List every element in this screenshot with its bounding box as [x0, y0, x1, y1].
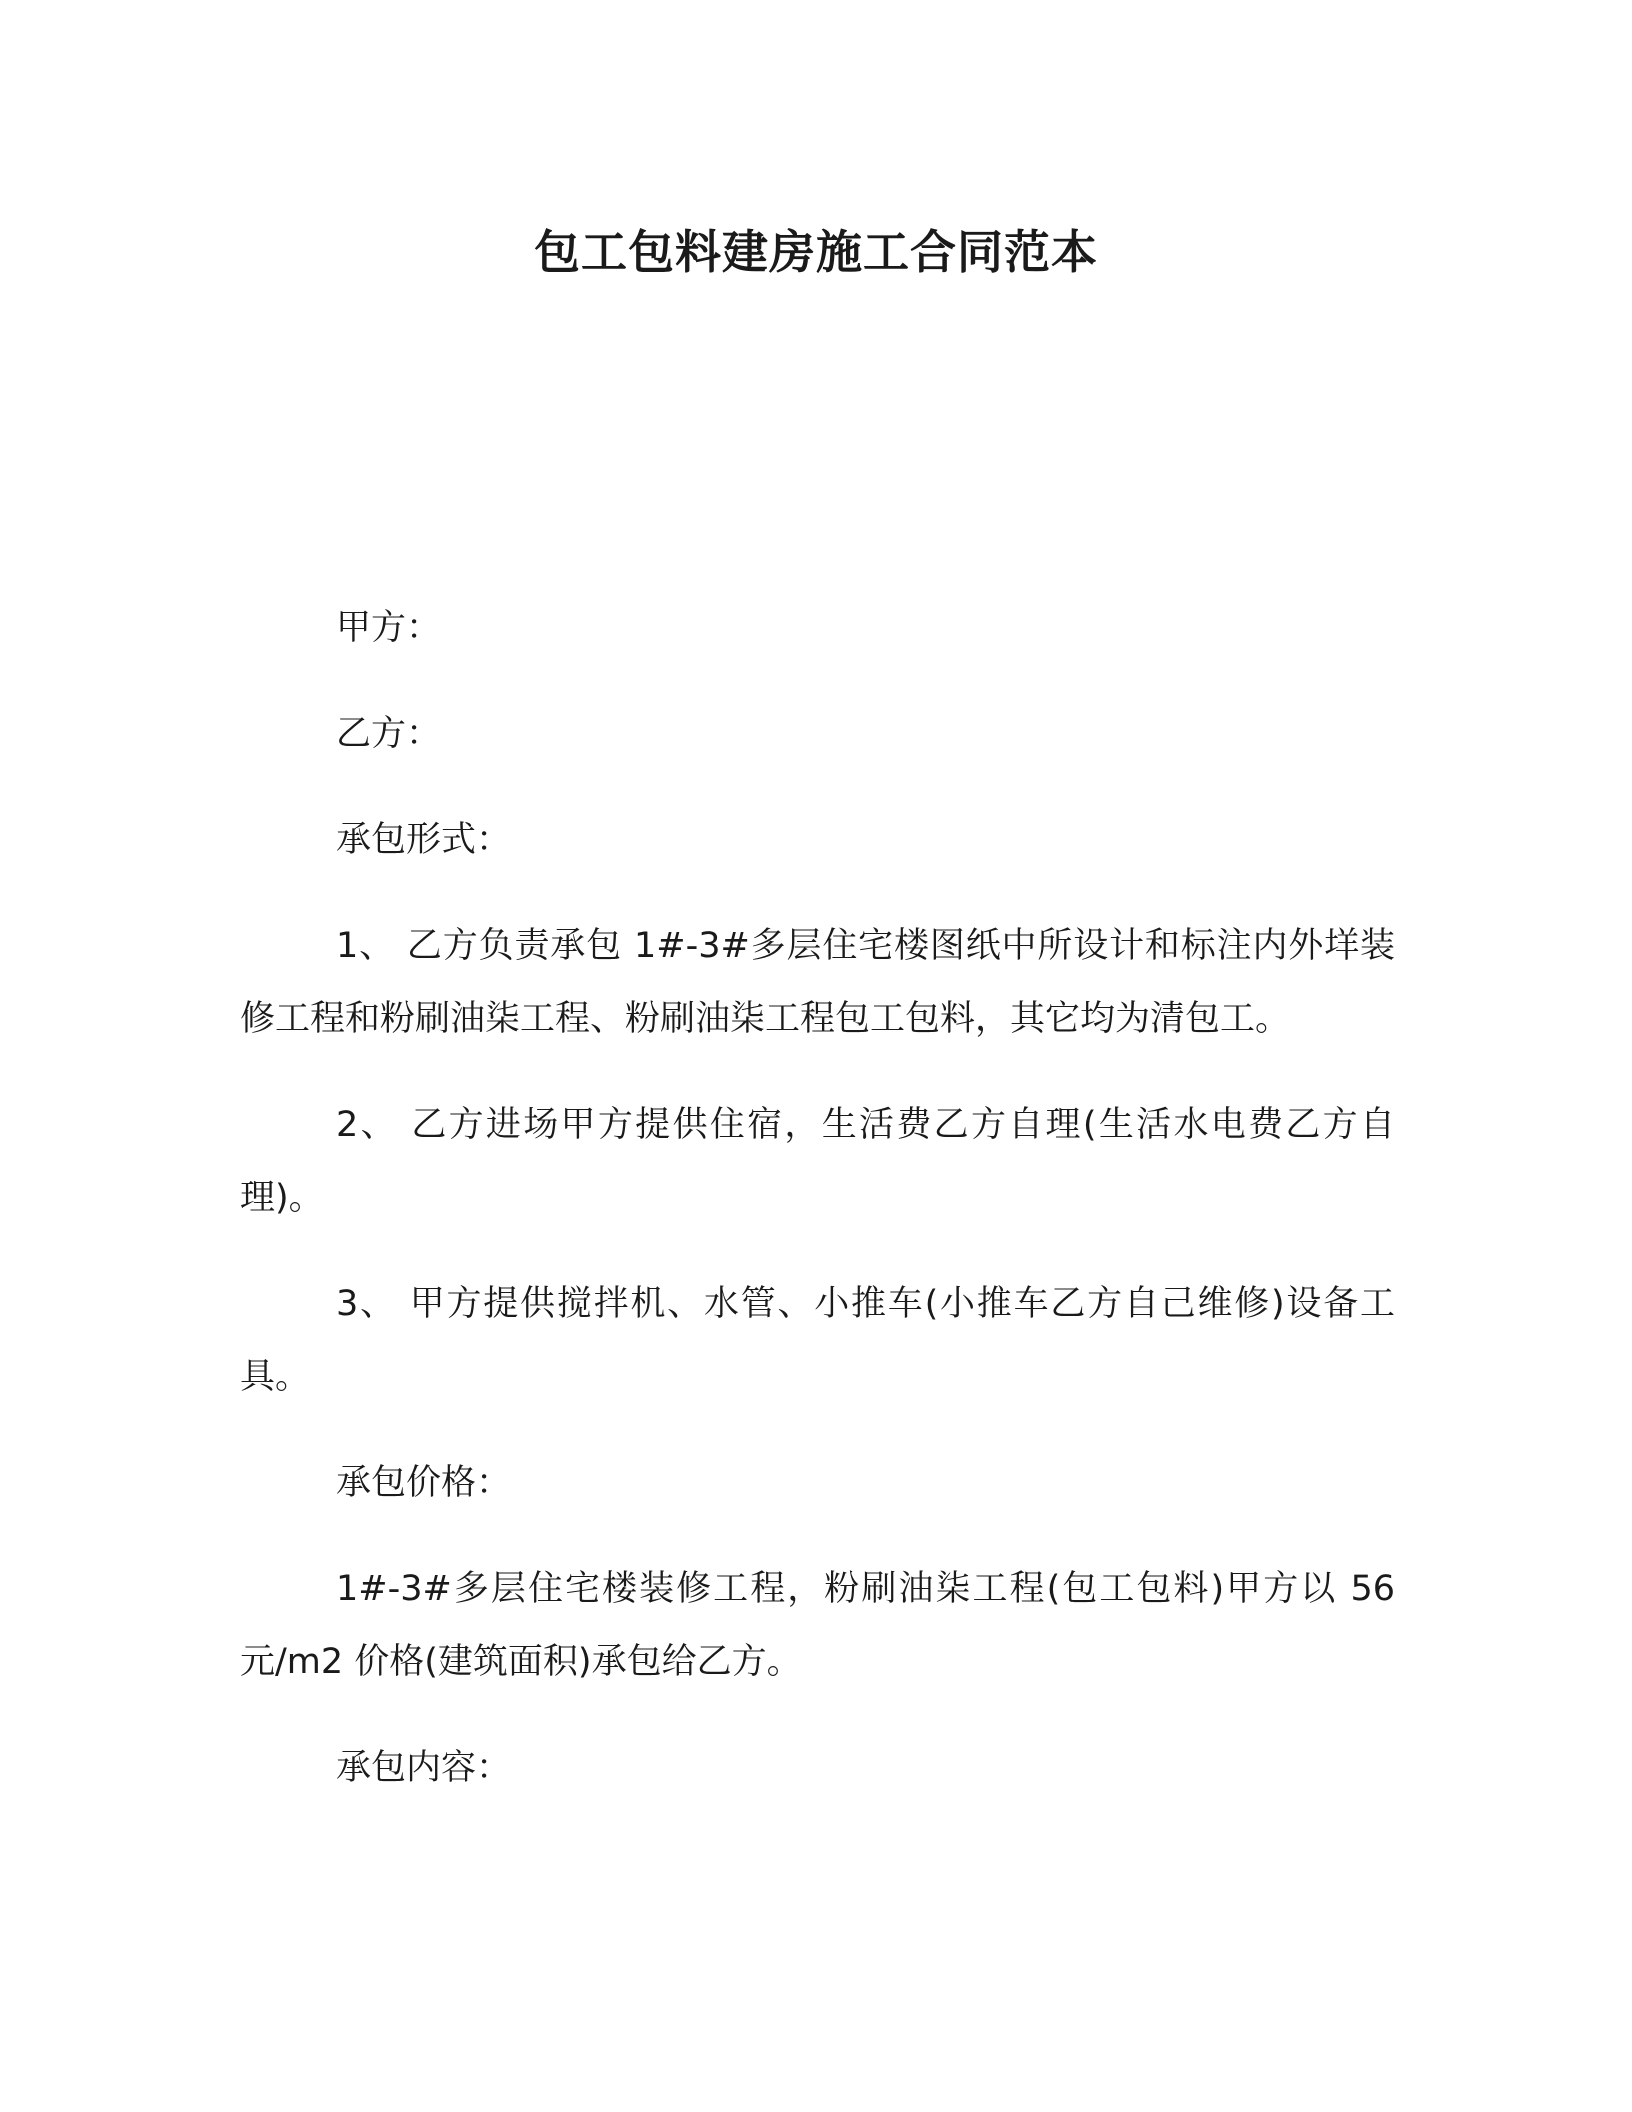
- party-a-line: 甲方：: [336, 608, 442, 648]
- section-heading-contract-form: 承包形式：: [336, 820, 512, 860]
- clause-2: 2、 乙方进场甲方提供住宿，生活费乙方自理(生活水电费乙方自理)。: [240, 1105, 1395, 1218]
- clause-1: 1、 乙方负责承包 1#-3#多层住宅楼图纸中所设计和标注内外垟装修工程和粉刷油柒工程、粉刷油柒工程包工包料，其它均为清包工。: [240, 926, 1395, 1039]
- section-heading-contract-price: 承包价格：: [336, 1463, 512, 1503]
- party-b-line: 乙方：: [336, 714, 442, 754]
- section-heading-contract-content: 承包内容：: [336, 1748, 512, 1788]
- document-title: 包工包料建房施工合同范本: [534, 225, 1098, 279]
- price-clause: 1#-3#多层住宅楼装修工程，粉刷油柒工程(包工包料)甲方以 56 元/m2 价格(建筑面积)承包给乙方。: [240, 1569, 1395, 1682]
- document-body: [240, 592, 1395, 1838]
- clause-3: 3、 甲方提供搅拌机、水管、小推车(小推车乙方自己维修)设备工具。: [240, 1284, 1395, 1397]
